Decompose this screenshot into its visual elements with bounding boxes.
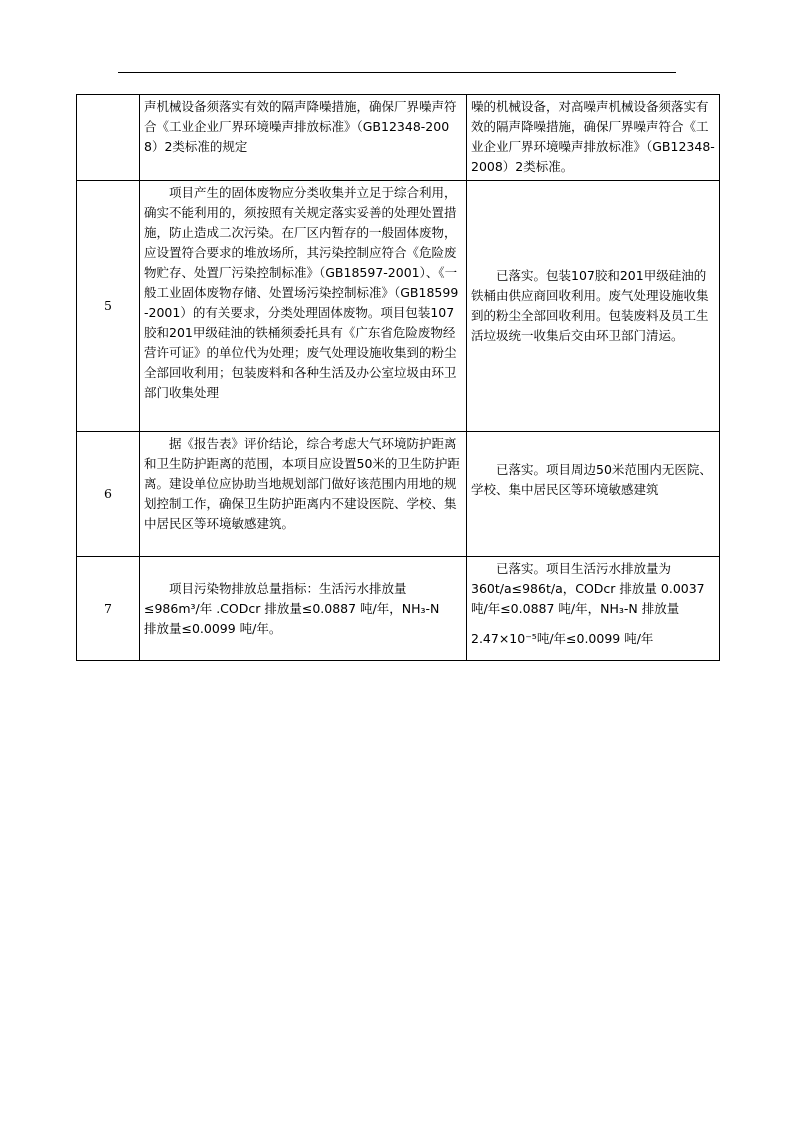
requirement-text: [140, 557, 467, 661]
requirement-text: 声机械设备须落实有效的隔声降噪措施，确保厂界噪声符合《工业企业厂界环境噪声排放标准》（GB12348-2008）2类标准的规定: [140, 95, 467, 181]
implementation-line: 已落实。项目生活污水排放量为: [496, 561, 672, 576]
row-number: 7: [77, 557, 140, 661]
requirement-line: 排放量≤0.0099 吨/年。: [144, 620, 282, 636]
header-rule: [118, 72, 676, 73]
requirement-line: ≤986m³/年 .CODcr 排放量≤0.0887 吨/年，NH₃-N: [144, 600, 440, 616]
table-row: [77, 557, 720, 661]
row-number: 6: [77, 432, 140, 557]
table-row: [77, 181, 720, 432]
implementation-text: 已落实。包装107胶和201甲级硅油的铁桶由供应商回收利用。废气处理设施收集到的粉尘全部回收利用。包装废料及员工生活垃圾统一收集后交由环卫部门清运。: [467, 181, 720, 432]
implementation-line: 吨/年≤0.0887 吨/年，NH₃-N 排放量: [471, 601, 680, 616]
table-row: [77, 432, 720, 557]
requirement-text: 项目产生的固体废物应分类收集并立足于综合利用，确实不能利用的，须按照有关规定落实妥善的处理处置措施，防止造成二次污染。在厂区内暂存的一般固体废物，应设置符合要求的堆放场所，其污染控制应符合《危险废物贮存、处置厂污染控制标准》（GB18597-2001）、《一般工业固体废物存储、处置场污染控制标准》（GB18599-2001）的有关要求，分类处理固体废物。项目包装107胶和201甲级硅油的铁桶须委托具有《广东省危险废物经营许可证》的单位代为处理；废气处理设施收集到的粉尘全部回收利用；包装废料和各种生活及办公室垃圾由环卫部门收集处理: [140, 181, 467, 432]
requirement-line: 项目污染物排放总量指标：生活污水排放量: [169, 580, 407, 596]
requirements-table: [76, 94, 720, 661]
table-row: [77, 95, 720, 181]
implementation-text: 噪的机械设备，对高噪声机械设备须落实有效的隔声降噪措施，确保厂界噪声符合《工业企业厂界环境噪声排放标准》（GB12348-2008）2类标准。: [467, 95, 720, 181]
implementation-line: 2.47×10⁻⁵吨/年≤0.0099 吨/年: [471, 631, 654, 646]
requirement-text: 据《报告表》评价结论，综合考虑大气环境防护距离和卫生防护距离的范围，本项目应设置50米的卫生防护距离。建设单位应协助当地规划部门做好该范围内用地的规划控制工作，确保卫生防护距离内不建设医院、学校、集中居民区等环境敏感建筑。: [140, 432, 467, 557]
implementation-text: [467, 557, 720, 661]
row-number: 5: [77, 181, 140, 432]
implementation-text: 已落实。项目周边50米范围内无医院、学校、集中居民区等环境敏感建筑: [467, 432, 720, 557]
row-number: [77, 95, 140, 181]
implementation-line: 360t/a≤986t/a，CODcr 排放量 0.0037: [471, 581, 705, 596]
line-spacer: [471, 619, 715, 629]
